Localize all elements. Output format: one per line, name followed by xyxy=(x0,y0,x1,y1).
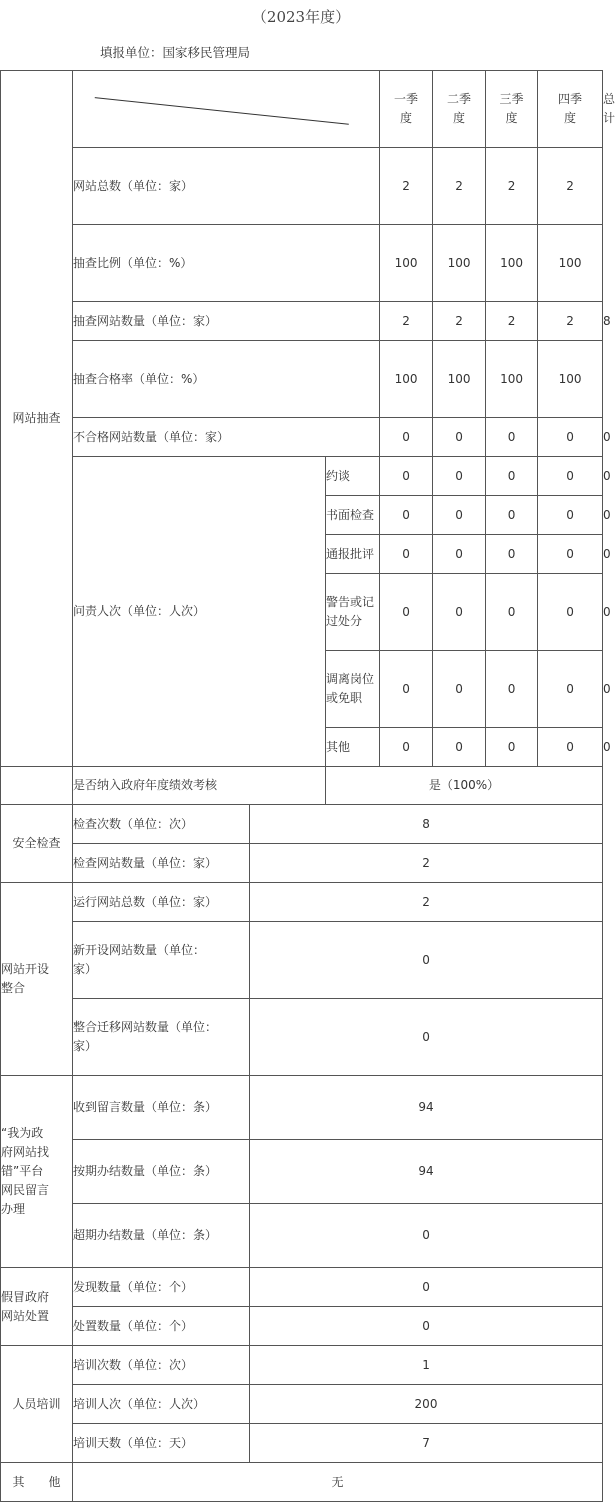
row-label: 网站总数（单位：家） xyxy=(73,148,380,225)
table-row xyxy=(1,1385,603,1424)
cell-q4: 0 xyxy=(538,496,603,535)
cell-q1: 0 xyxy=(380,728,433,767)
cell-value: 0 xyxy=(250,1268,603,1307)
table-row xyxy=(1,922,603,999)
cell-q3: 0 xyxy=(486,457,538,496)
cell-q2: 0 xyxy=(433,574,486,651)
diagonal-line xyxy=(73,71,379,147)
row-label: 处置数量（单位：个） xyxy=(73,1307,250,1346)
row-label: 发现数量（单位：个） xyxy=(73,1268,250,1307)
table-row xyxy=(1,883,603,922)
cell-q4: 0 xyxy=(538,574,603,651)
cell-q1: 2 xyxy=(380,302,433,341)
table-row: 不合格网站数量（单位：家） 0 0 0 0 0 xyxy=(1,418,603,457)
table-row xyxy=(1,1346,603,1385)
cell-q3: 100 xyxy=(486,341,538,418)
table-row: 抽查网站数量（单位：家） 2 2 2 2 8 xyxy=(1,302,603,341)
cell-q3: 0 xyxy=(486,535,538,574)
cell-q4: 0 xyxy=(538,535,603,574)
row-label: 超期办结数量（单位：条） xyxy=(73,1204,250,1268)
table-row xyxy=(1,225,603,302)
cell-q3: 0 xyxy=(486,651,538,728)
section-site-setup: 网站开设 整合 xyxy=(1,883,73,1076)
table-row: 其他 0 0 0 0 0 xyxy=(1,728,603,767)
col-q2: 二季 度 xyxy=(433,71,486,148)
col-q4: 四季 度 xyxy=(538,71,603,148)
sub-label: 其他 xyxy=(326,728,380,767)
cell-value: 0 xyxy=(250,999,603,1076)
cell-q3: 100 xyxy=(486,225,538,302)
table-row: 问责人次（单位：人次） 约谈 0 0 0 0 0 xyxy=(1,457,603,496)
section-security: 安全检查 xyxy=(1,805,73,883)
table-row xyxy=(1,1307,603,1346)
table-row: 警告或记 过处分 0 0 0 0 0 xyxy=(1,574,603,651)
cell-q4: 100 xyxy=(538,225,603,302)
table-row xyxy=(1,805,603,844)
section-other: 其 他 xyxy=(1,1463,73,1502)
table-row: 调离岗位 或免职 0 0 0 0 0 xyxy=(1,651,603,728)
row-label: 检查次数（单位：次） xyxy=(73,805,250,844)
section-site-check-tail xyxy=(1,767,73,805)
cell-q3: 0 xyxy=(486,418,538,457)
reporting-unit: 填报单位：国家移民管理局 xyxy=(100,45,251,60)
cell-q4: 0 xyxy=(538,651,603,728)
cell-q4: 2 xyxy=(538,148,603,225)
cell-q4: 0 xyxy=(538,728,603,767)
cell-value: 2 xyxy=(250,883,603,922)
row-label: 运行网站总数（单位：家） xyxy=(73,883,250,922)
row-label: 抽查比例（单位：%） xyxy=(73,225,380,302)
table-row: 书面检查 0 0 0 0 0 xyxy=(1,496,603,535)
row-label: 培训人次（单位：人次） xyxy=(73,1385,250,1424)
cell-q2: 2 xyxy=(433,302,486,341)
table-row xyxy=(1,1204,603,1268)
cell-q2: 0 xyxy=(433,728,486,767)
cell-q2: 100 xyxy=(433,341,486,418)
sub-label: 约谈 xyxy=(326,457,380,496)
cell-q1: 0 xyxy=(380,535,433,574)
cell-q1: 0 xyxy=(380,574,433,651)
cell-q4: 0 xyxy=(538,457,603,496)
table-row xyxy=(1,1140,603,1204)
cell-q4: 100 xyxy=(538,341,603,418)
cell-q1: 2 xyxy=(380,148,433,225)
table-row: 通报批评 0 0 0 0 0 xyxy=(1,535,603,574)
cell-value: 8 xyxy=(250,805,603,844)
cell-value: 0 xyxy=(250,922,603,999)
row-label: 按期办结数量（单位：条） xyxy=(73,1140,250,1204)
row-label: 抽查网站数量（单位：家） xyxy=(73,302,380,341)
cell-q1: 0 xyxy=(380,418,433,457)
col-q3: 三季 度 xyxy=(486,71,538,148)
sub-label: 警告或记 过处分 xyxy=(326,574,380,651)
table-row xyxy=(1,1076,603,1140)
cell-value: 0 xyxy=(250,1307,603,1346)
header-diagonal-cell xyxy=(73,71,380,148)
table-row xyxy=(1,148,603,225)
cell-q3: 0 xyxy=(486,496,538,535)
row-label: 不合格网站数量（单位：家） xyxy=(73,418,380,457)
cell-value: 0 xyxy=(250,1204,603,1268)
cell-value: 是（100%） xyxy=(326,767,603,805)
row-label: 培训次数（单位：次） xyxy=(73,1346,250,1385)
table-row xyxy=(1,1268,603,1307)
row-label-accountability: 问责人次（单位：人次） xyxy=(73,457,326,767)
cell-value: 1 xyxy=(250,1346,603,1385)
cell-value: 无 xyxy=(73,1463,603,1502)
col-q1: 一季 度 xyxy=(380,71,433,148)
cell-q2: 100 xyxy=(433,225,486,302)
cell-q2: 0 xyxy=(433,457,486,496)
cell-q3: 0 xyxy=(486,574,538,651)
table-row xyxy=(1,767,603,805)
cell-q2: 2 xyxy=(433,148,486,225)
table-header-row: 网站抽查 一季 度 二季 度 三季 度 四季 度 总计 xyxy=(1,71,603,148)
cell-q2: 0 xyxy=(433,535,486,574)
row-label: 新开设网站数量（单位： 家） xyxy=(73,922,250,999)
sub-label: 通报批评 xyxy=(326,535,380,574)
report-table-lower xyxy=(0,766,603,1502)
report-table xyxy=(0,70,615,767)
table-row xyxy=(1,999,603,1076)
cell-value: 2 xyxy=(250,844,603,883)
cell-q3: 2 xyxy=(486,302,538,341)
cell-q3: 0 xyxy=(486,728,538,767)
cell-q1: 100 xyxy=(380,341,433,418)
row-label: 收到留言数量（单位：条） xyxy=(73,1076,250,1140)
report-year: （2023年度） xyxy=(251,8,351,26)
cell-q1: 0 xyxy=(380,496,433,535)
cell-q1: 0 xyxy=(380,457,433,496)
row-label: 是否纳入政府年度绩效考核 xyxy=(73,767,326,805)
cell-q1: 100 xyxy=(380,225,433,302)
cell-value: 7 xyxy=(250,1424,603,1463)
row-label: 抽查合格率（单位：%） xyxy=(73,341,380,418)
sub-label: 调离岗位 或免职 xyxy=(326,651,380,728)
cell-q3: 2 xyxy=(486,148,538,225)
sub-label: 书面检查 xyxy=(326,496,380,535)
cell-q1: 0 xyxy=(380,651,433,728)
row-label: 培训天数（单位：天） xyxy=(73,1424,250,1463)
cell-value: 94 xyxy=(250,1076,603,1140)
table-row xyxy=(1,1424,603,1463)
cell-q2: 0 xyxy=(433,418,486,457)
row-label: 整合迁移网站数量（单位： 家） xyxy=(73,999,250,1076)
section-training: 人员培训 xyxy=(1,1346,73,1463)
section-site-check: 网站抽查 xyxy=(1,71,73,767)
cell-q4: 0 xyxy=(538,418,603,457)
table-row xyxy=(1,1463,603,1502)
row-label: 检查网站数量（单位：家） xyxy=(73,844,250,883)
cell-q2: 0 xyxy=(433,496,486,535)
cell-q2: 0 xyxy=(433,651,486,728)
section-message-handling: “我为政 府网站找 错”平台 网民留言 办理 xyxy=(1,1076,73,1268)
table-row xyxy=(1,341,603,418)
cell-value: 200 xyxy=(250,1385,603,1424)
table-row xyxy=(1,844,603,883)
cell-value: 94 xyxy=(250,1140,603,1204)
section-fake-sites: 假冒政府 网站处置 xyxy=(1,1268,73,1346)
cell-q4: 2 xyxy=(538,302,603,341)
